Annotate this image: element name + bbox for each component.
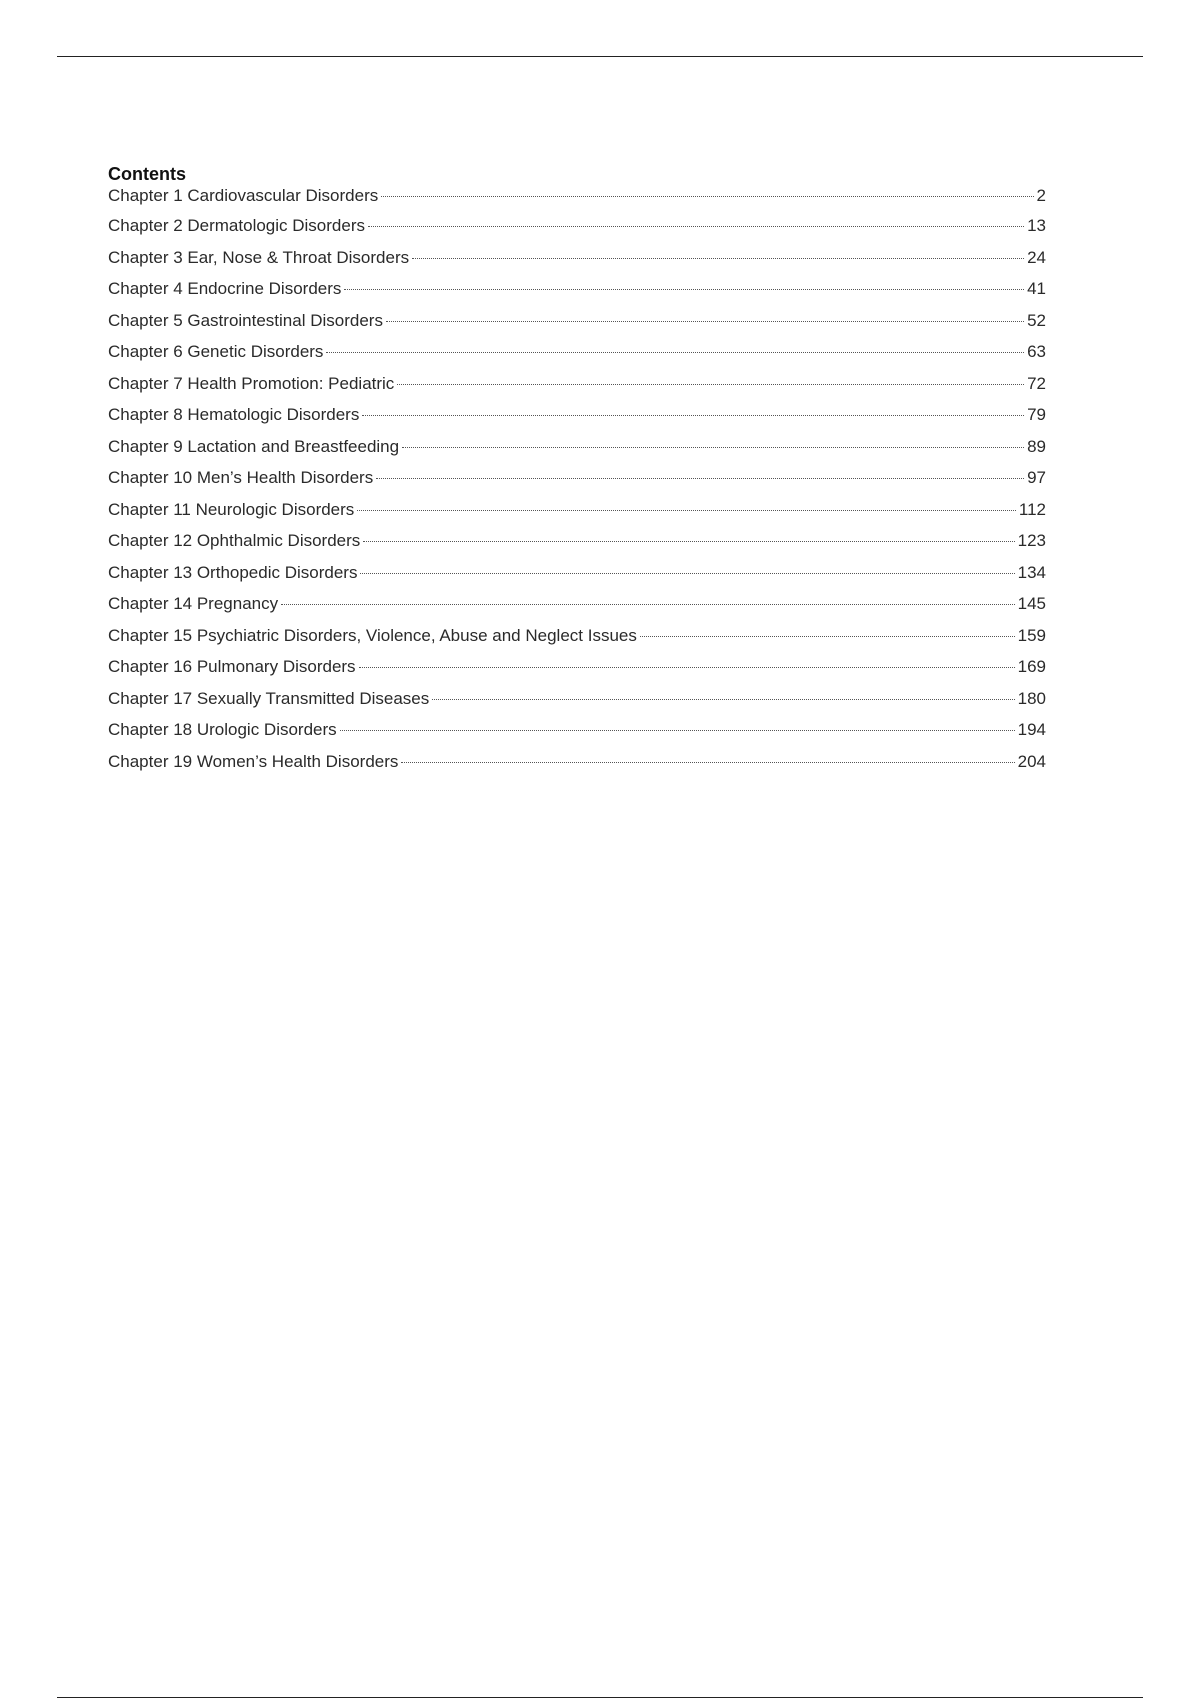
- toc-dot-leader: [640, 636, 1015, 637]
- toc-dot-leader: [362, 415, 1024, 416]
- toc-entry-title: Chapter 2 Dermatologic Disorders: [108, 216, 365, 235]
- toc-entry[interactable]: [108, 373, 1046, 405]
- toc-entry[interactable]: [108, 593, 1046, 625]
- toc-entry-title: Chapter 6 Genetic Disorders: [108, 342, 324, 361]
- contents-heading: Contents: [108, 164, 186, 184]
- toc-entry-page-number: 79: [1027, 405, 1046, 424]
- toc-dot-leader: [412, 258, 1024, 259]
- toc-entry-title: Chapter 16 Pulmonary Disorders: [108, 657, 356, 676]
- toc-dot-leader: [368, 226, 1024, 227]
- toc-entry[interactable]: [108, 310, 1046, 342]
- toc-entry-title: Chapter 8 Hematologic Disorders: [108, 405, 360, 424]
- toc-entry[interactable]: [108, 719, 1046, 751]
- toc-entry-title: Chapter 3 Ear, Nose & Throat Disorders: [108, 247, 410, 267]
- toc-entry-page-number: 24: [1027, 247, 1046, 267]
- footer-rule: [57, 1697, 1143, 1698]
- toc-entry-page-number: 52: [1027, 310, 1046, 330]
- toc-entry[interactable]: [108, 688, 1046, 720]
- toc-entry-page-number: 180: [1017, 688, 1046, 708]
- toc-dot-leader: [386, 321, 1024, 322]
- toc-entry[interactable]: [108, 341, 1046, 373]
- toc-dot-leader: [432, 699, 1014, 700]
- toc-entry-page-number: 204: [1017, 751, 1046, 771]
- toc-entry-page-number: 159: [1017, 625, 1046, 645]
- toc-entry-page-number: 145: [1017, 594, 1046, 613]
- toc-entry[interactable]: [108, 215, 1046, 247]
- toc-entry-title: Chapter 12 Ophthalmic Disorders: [108, 531, 361, 550]
- header-rule: [57, 56, 1143, 57]
- toc-entry-title: Chapter 19 Women’s Health Disorders: [108, 751, 399, 771]
- toc-entry[interactable]: [108, 436, 1046, 468]
- toc-entry-title: Chapter 1 Cardiovascular Disorders: [108, 186, 379, 205]
- toc-entry-title: Chapter 4 Endocrine Disorders: [108, 279, 342, 298]
- toc-entry-page-number: 13: [1027, 216, 1046, 235]
- toc-entry-page-number: 134: [1017, 562, 1046, 582]
- toc-entry-title: Chapter 10 Men’s Health Disorders: [108, 468, 374, 487]
- toc-entry[interactable]: [108, 247, 1046, 279]
- toc-entry[interactable]: [108, 499, 1046, 531]
- toc-dot-leader: [401, 762, 1014, 763]
- toc-dot-leader: [363, 541, 1014, 542]
- toc-entry[interactable]: [108, 467, 1046, 499]
- toc-entry-page-number: 97: [1027, 468, 1046, 487]
- toc-entry-page-number: 2: [1036, 186, 1046, 205]
- toc-entry-page-number: 72: [1027, 373, 1046, 393]
- toc-entry-title: Chapter 11 Neurologic Disorders: [108, 499, 355, 519]
- toc-entry[interactable]: [108, 185, 1046, 215]
- toc-dot-leader: [281, 604, 1015, 605]
- toc-dot-leader: [359, 667, 1015, 668]
- toc-dot-leader: [326, 352, 1024, 353]
- toc-entry[interactable]: [108, 656, 1046, 688]
- toc-dot-leader: [376, 478, 1024, 479]
- toc-dot-leader: [340, 730, 1015, 731]
- toc-entry-title: Chapter 17 Sexually Transmitted Diseases: [108, 688, 430, 708]
- toc-entry-page-number: 123: [1017, 531, 1046, 550]
- toc-entry[interactable]: [108, 404, 1046, 436]
- toc-entry-title: Chapter 9 Lactation and Breastfeeding: [108, 436, 400, 456]
- toc-entry-page-number: 89: [1027, 436, 1046, 456]
- toc-entry-title: Chapter 14 Pregnancy: [108, 594, 279, 613]
- toc-dot-leader: [357, 510, 1016, 511]
- toc-entry-title: Chapter 7 Health Promotion: Pediatric: [108, 373, 395, 393]
- toc-dot-leader: [381, 196, 1033, 197]
- toc-entry-page-number: 63: [1027, 342, 1046, 361]
- toc-entry-page-number: 112: [1018, 499, 1046, 519]
- toc-entry[interactable]: [108, 562, 1046, 594]
- toc-dot-leader: [397, 384, 1024, 385]
- toc-entry-page-number: 169: [1017, 657, 1046, 676]
- toc-list: [108, 185, 1046, 782]
- toc-entry-title: Chapter 15 Psychiatric Disorders, Violence, Abuse and Neglect Issues: [108, 625, 637, 645]
- toc-entry-title: Chapter 13 Orthopedic Disorders: [108, 562, 358, 582]
- toc-entry-title: Chapter 18 Urologic Disorders: [108, 720, 337, 739]
- toc-entry-title: Chapter 5 Gastrointestinal Disorders: [108, 310, 383, 330]
- table-of-contents: [108, 163, 1046, 782]
- toc-dot-leader: [360, 573, 1014, 574]
- toc-entry-page-number: 194: [1017, 720, 1046, 739]
- toc-entry[interactable]: [108, 751, 1046, 783]
- toc-dot-leader: [344, 289, 1024, 290]
- toc-entry-page-number: 41: [1027, 279, 1046, 298]
- toc-entry[interactable]: [108, 530, 1046, 562]
- toc-entry[interactable]: [108, 278, 1046, 310]
- toc-dot-leader: [402, 447, 1024, 448]
- toc-entry[interactable]: [108, 625, 1046, 657]
